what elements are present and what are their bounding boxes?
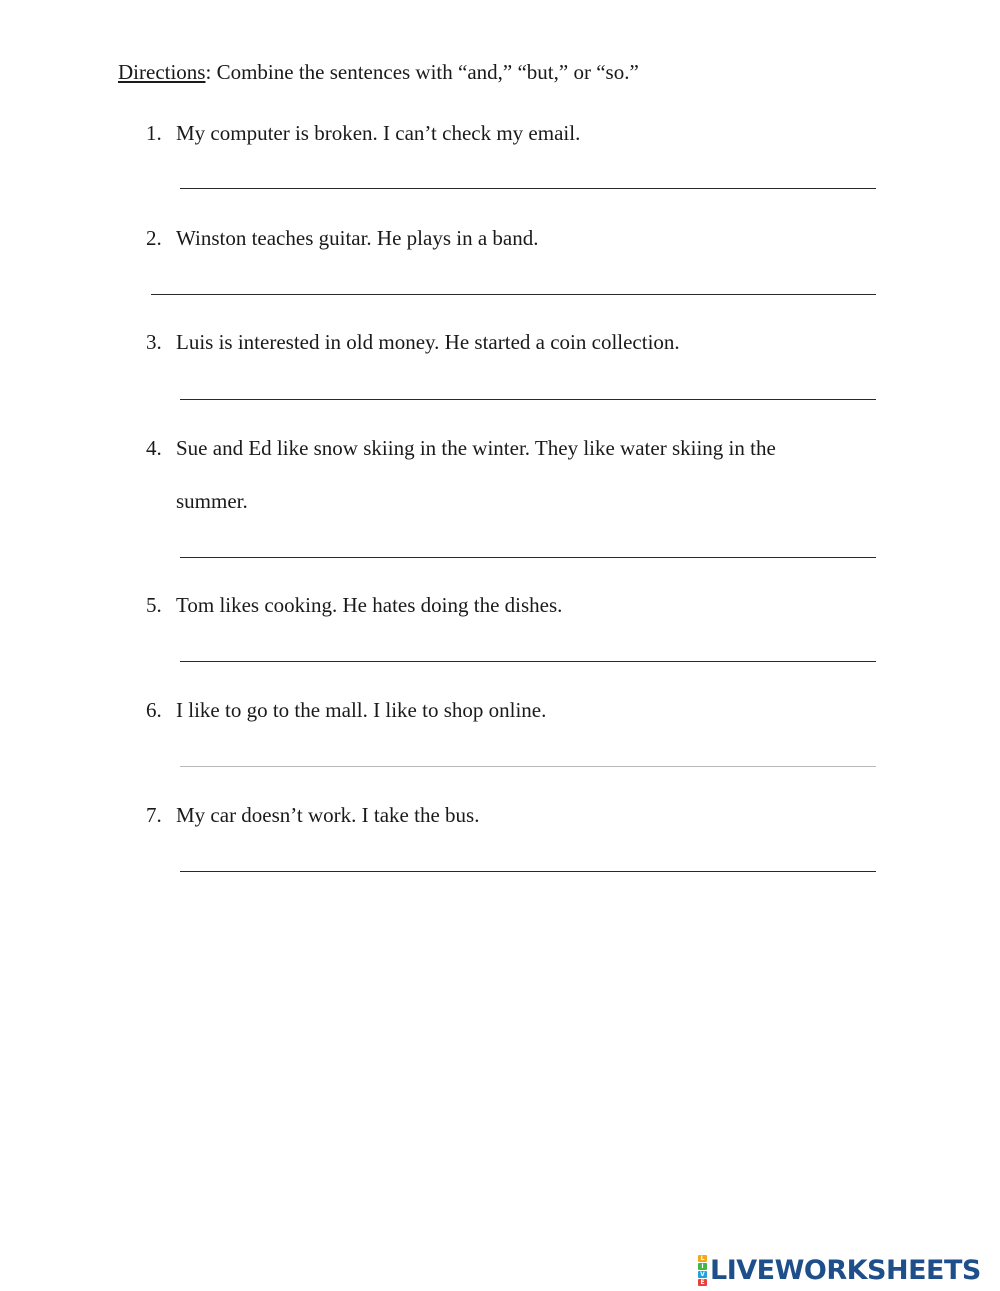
question-number: 5. — [146, 593, 162, 617]
question-number: 1. — [146, 121, 162, 145]
answer-line-6[interactable] — [180, 766, 876, 767]
question-number: 6. — [146, 698, 162, 722]
logo-text: LIVEWORKSHEETS — [710, 1254, 981, 1286]
question-text: Sue and Ed like snow skiing in the winter. They like water skiing in the — [176, 436, 776, 460]
question-text: I like to go to the mall. I like to shop online. — [176, 698, 547, 722]
answer-line-7[interactable] — [180, 871, 876, 872]
liveworksheets-logo — [698, 1255, 981, 1285]
logo-icon-letter: L — [698, 1255, 707, 1262]
question-text: My computer is broken. I can’t check my email. — [176, 121, 581, 145]
answer-line-3[interactable] — [180, 399, 876, 400]
question-text: Luis is interested in old money. He started a coin collection. — [176, 330, 680, 354]
answer-line-1[interactable] — [180, 188, 876, 189]
question-number: 2. — [146, 226, 162, 250]
logo-icon-letter: I — [698, 1263, 707, 1270]
directions-text: : Combine the sentences with “and,” “but,” or “so.” — [205, 60, 639, 84]
question-text: Winston teaches guitar. He plays in a band. — [176, 226, 539, 250]
question-number: 4. — [146, 436, 162, 460]
directions-label: Directions — [118, 60, 206, 84]
answer-line-4[interactable] — [180, 557, 876, 558]
answer-line-5[interactable] — [180, 661, 876, 662]
question-text: Tom likes cooking. He hates doing the dishes. — [176, 593, 563, 617]
answer-line-2[interactable] — [151, 294, 876, 295]
directions — [118, 58, 639, 86]
question-text: My car doesn’t work. I take the bus. — [176, 803, 480, 827]
logo-icon-letter: E — [698, 1279, 707, 1286]
question-text-continued: summer. — [176, 489, 248, 513]
question-number: 3. — [146, 330, 162, 354]
logo-icon-letter: V — [698, 1271, 707, 1278]
question-number: 7. — [146, 803, 162, 827]
logo-icon — [698, 1255, 707, 1286]
